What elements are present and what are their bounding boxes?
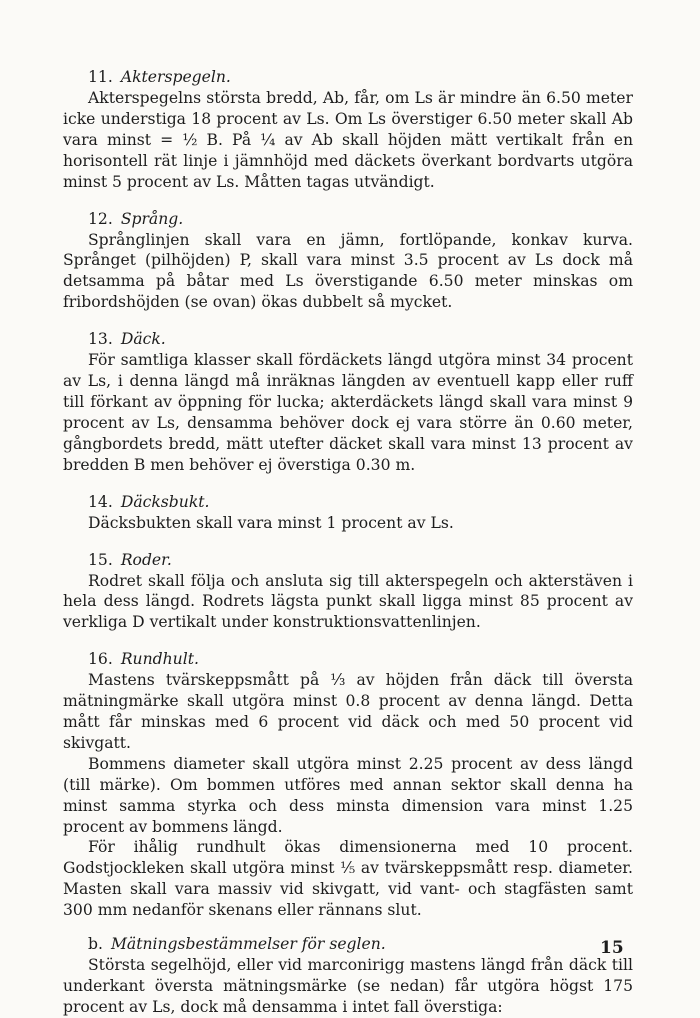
paragraph: Språnglinjen skall vara en jämn, fortlöpande, konkav kurva. Språnget (pilhöjden) P, skall vara minst 3.5 procent av Ls dock må detsamma på båtar med Ls överstigande 6.50 meter minskas om fribordshöjden (se ovan) ökas dubbelt så mycket. <box>63 230 633 312</box>
section-title: Akterspegeln. <box>120 68 231 86</box>
section-title: Däck. <box>120 330 166 349</box>
section-title: Mätningsbestämmelser för seglen. <box>110 935 386 954</box>
section-number: 15. <box>88 550 113 569</box>
section-heading-16 <box>63 649 633 670</box>
section-heading-13 <box>63 329 633 350</box>
section-heading-14 <box>63 492 633 513</box>
paragraph: För ihålig rundhult ökas dimensionerna med 10 procent. Godstjockleken skall utgöra minst ⅕ av tvärskeppsmått resp. diameter. Masten skall vara massiv vid skivgatt, vid vant- och stagfästen samt 300 mm nedanför skenans eller rännans slut. <box>63 838 633 920</box>
section-number: 14. <box>88 492 113 511</box>
section-number: 12. <box>88 209 113 228</box>
paragraph: För samtliga klasser skall fördäckets längd utgöra minst 34 procent av Ls, i denna längd må inräknas längden av eventuell kapp eller ruff till förkant av öppning för lucka; akterdäckets längd skall vara minst 9 procent av Ls, densamma behöver dock ej vara större än 0.60 meter, gångbordets bredd, mätt utefter däcket skall vara minst 13 procent av bredden B men behöver ej överstiga 0.30 m. <box>63 351 633 474</box>
paragraph: Bommens diameter skall utgöra minst 2.25 procent av dess längd (till märke). Om bommen utföres med annan sektor skall denna ha minst samma styrka och dess minsta dimension vara minst 1.25 procent av bommens längd. <box>63 754 633 836</box>
section-number: b. <box>88 935 103 954</box>
paragraph: Största segelhöjd, eller vid marconirigg mastens längd från däck till underkant översta mätningsmärke (se nedan) får utgöra högst 175 procent av Ls, dock må densamma i intet fall överstiga: <box>63 956 633 1016</box>
paragraph: Rodret skall följa och ansluta sig till akterspegeln och akterstäven i hela dess längd. Rodrets lägsta punkt skall ligga minst 85 procent av verkliga D vertikalt under konstruktionsvattenlinjen. <box>63 571 633 632</box>
page-number: 15 <box>600 938 624 958</box>
section-number: 13. <box>88 330 113 349</box>
section-title: Roder. <box>120 550 172 569</box>
paragraph: Mastens tvärskeppsmått på ⅓ av höjden från däck till översta mätningmärke skall utgöra minst 0.8 procent av denna längd. Detta mått får minskas med 6 procent vid däck och med 50 procent vid skivgatt. <box>63 671 633 752</box>
section-heading-12 <box>63 209 633 230</box>
section-heading-11 <box>63 67 633 88</box>
section-heading-15 <box>63 550 633 571</box>
paragraph: Däcksbukten skall vara minst 1 procent av Ls. <box>88 513 454 532</box>
section-number: 11. <box>88 68 113 86</box>
section-title: Däcksbukt. <box>120 492 210 511</box>
paragraph: Akterspegelns största bredd, Ab, får, om Ls är mindre än 6.50 meter icke understiga 18 procent av Ls. Om Ls överstiger 6.50 meter skall Ab vara minst = ½ B. På ¼ av Ab skall höjden mätt vertikalt från en horisontell rät linje i jämnhöjd med däckets överkant bordvarts utgöra minst 5 procent av Ls. Måtten tagas utvändigt. <box>63 89 633 191</box>
section-title: Språng. <box>120 209 184 228</box>
section-title: Rundhult. <box>120 650 199 669</box>
page-body <box>63 67 633 1018</box>
section-number: 16. <box>88 650 113 669</box>
section-heading-b <box>63 934 633 955</box>
